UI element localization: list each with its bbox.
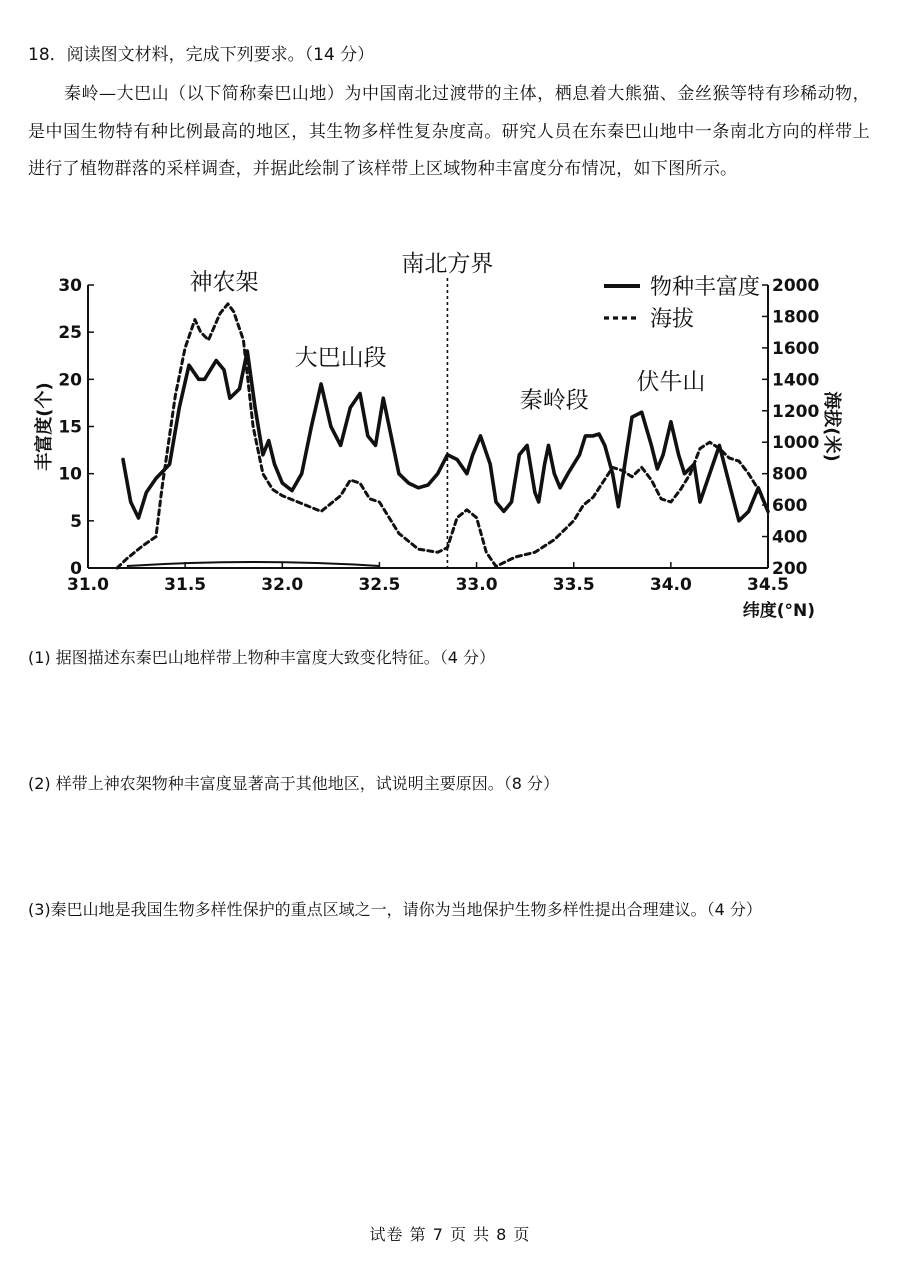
y-right-tick-label: 200 [772, 559, 808, 579]
annotation-label: 神农架 [189, 269, 259, 296]
x-tick-label: 34.5 [747, 575, 789, 595]
species-richness-chart [0, 250, 900, 630]
y-right-tick-label: 400 [772, 527, 808, 548]
x-tick-label: 31.5 [164, 575, 207, 595]
baseline-curve [127, 562, 380, 566]
x-axis-label: 纬度(°N) [742, 601, 815, 621]
y-left-tick-label: 25 [58, 323, 82, 344]
legend-label-elevation: 海拔 [650, 307, 695, 332]
page-footer: 试卷 第 7 页 共 8 页 [369, 1225, 531, 1244]
annotation-label: 伏牛山 [636, 368, 706, 395]
sub-question-3: (3)秦巴山地是我国生物多样性保护的重点区域之一，请你为当地保护生物多样性提出合理建议。（4 分） [28, 900, 762, 919]
chart-svg [0, 250, 900, 630]
y-left-tick-label: 10 [58, 464, 82, 485]
y-right-tick-label: 1200 [772, 401, 820, 422]
y-right-tick-label: 1800 [772, 307, 820, 328]
y-right-tick-label: 2000 [772, 276, 820, 296]
y-left-tick-label: 30 [58, 276, 82, 296]
question-header: 18．阅读图文材料，完成下列要求。（14 分） [28, 45, 375, 65]
y-right-axis-label: 海拔(米) [821, 391, 842, 462]
y-right-tick-label: 1600 [772, 338, 820, 359]
y-left-tick-label: 0 [70, 559, 82, 579]
y-right-tick-label: 1400 [772, 370, 820, 391]
annotation-label: 南北方界 [401, 250, 494, 277]
y-right-tick-label: 600 [772, 496, 808, 517]
y-left-tick-label: 15 [58, 417, 82, 438]
x-tick-label: 33.0 [455, 575, 498, 595]
x-tick-label: 32.5 [358, 575, 401, 595]
sub-question-1: (1) 据图描述东秦巴山地样带上物种丰富度大致变化特征。（4 分） [28, 648, 496, 667]
x-tick-label: 31.0 [67, 575, 109, 595]
series-line-elevation [117, 304, 768, 568]
annotation-label: 秦岭段 [519, 387, 589, 414]
x-tick-label: 32.0 [261, 575, 304, 595]
y-right-tick-label: 1000 [772, 433, 820, 454]
y-right-tick-label: 800 [772, 464, 808, 485]
x-tick-label: 33.5 [552, 575, 595, 595]
y-left-tick-label: 20 [58, 370, 82, 391]
y-left-tick-label: 5 [70, 511, 82, 532]
legend-label-richness: 物种丰富度 [650, 275, 761, 300]
y-left-axis-label: 丰富度(个) [34, 382, 55, 471]
sub-question-2: (2) 样带上神农架物种丰富度显著高于其他地区，试说明主要原因。（8 分） [28, 774, 560, 793]
x-tick-label: 34.0 [649, 575, 692, 595]
annotation-label: 大巴山段 [294, 345, 387, 372]
question-paragraph: 秦岭—大巴山（以下简称秦巴山地）为中国南北过渡带的主体，栖息着大熊猫、金丝猴等特有珍稀动物，是中国生物特有种比例最高的地区，其生物多样性复杂度高。研究人员在东秦巴山地中一条南北方向的样带上进行了植物群落的采样调查，并据此绘制了该样带上区域物种丰富度分布情况，如下图所示。 [28, 84, 870, 179]
